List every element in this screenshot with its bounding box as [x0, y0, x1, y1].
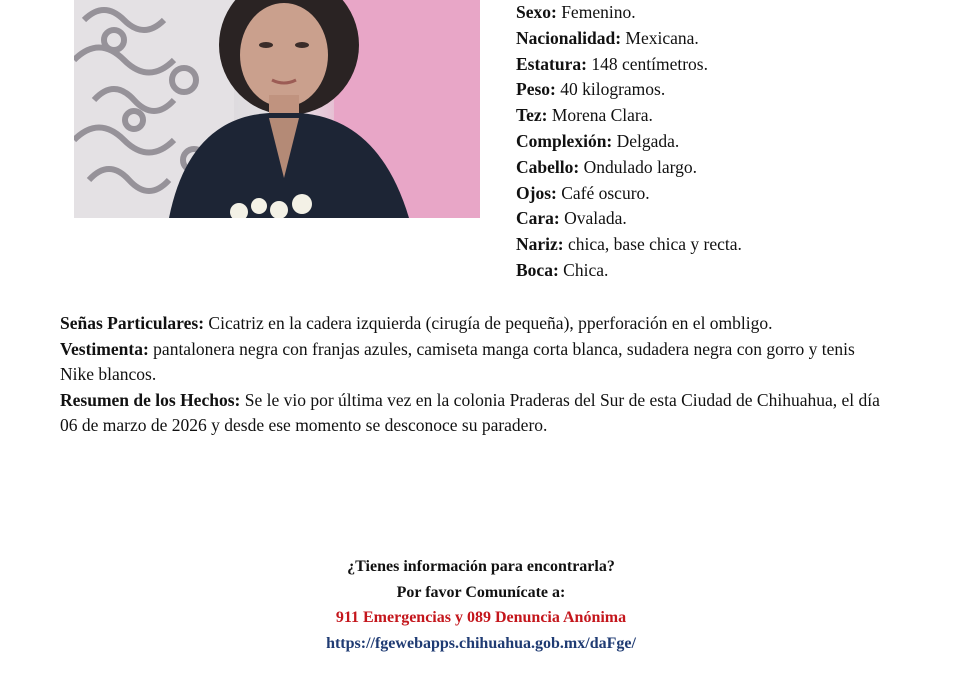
emergency-phones: 911 Emergencias y 089 Denuncia Anónima	[335, 609, 627, 626]
fact-tez: Tez: Morena Clara.	[516, 105, 653, 126]
fact-nacionalidad: Nacionalidad: Mexicana.	[516, 27, 699, 48]
fact-sexo: Sexo: Femenino.	[516, 2, 636, 22]
fact-cabello: Cabello: Ondulado largo.	[516, 156, 697, 177]
case-details	[60, 311, 890, 439]
report-url-link[interactable]: https://fgewebapps.chihuahua.gob.mx/daFge/	[326, 634, 636, 652]
fact-nariz: Nariz: chica, base chica y recta.	[516, 234, 742, 255]
fact-boca: Boca: Chica.	[516, 259, 609, 280]
fact-ojos: Ojos: Café oscuro.	[516, 182, 650, 203]
missing-person-photo	[74, 0, 480, 218]
senas-particulares: Señas Particulares: Cicatriz en la cadera izquierda (cirugía de pequeña), pperforación en el ombligo.	[60, 313, 773, 333]
contact-question: ¿Tienes información para encontrarla?	[347, 558, 615, 575]
physical-description	[516, 0, 742, 284]
fact-peso: Peso: 40 kilogramos.	[516, 79, 666, 100]
contact-cta: Por favor Comunícate a:	[396, 583, 566, 601]
resumen-hechos: Resumen de los Hechos: Se le vio por última vez en la colonia Praderas del Sur de esta Ciudad de Chihuahua, el día 06 de marzo de 2026 y desde ese momento se desconoce su paradero.	[60, 389, 880, 435]
fact-estatura: Estatura: 148 centímetros.	[516, 53, 708, 74]
vestimenta: Vestimenta: pantalonera negra con franjas azules, camiseta manga corta blanca, sudadera negra con gorro y tenis Nike blancos.	[60, 338, 855, 384]
fact-cara: Cara: Ovalada.	[516, 208, 627, 229]
contact-block	[0, 554, 962, 656]
fact-complexion: Complexión: Delgada.	[516, 130, 680, 151]
